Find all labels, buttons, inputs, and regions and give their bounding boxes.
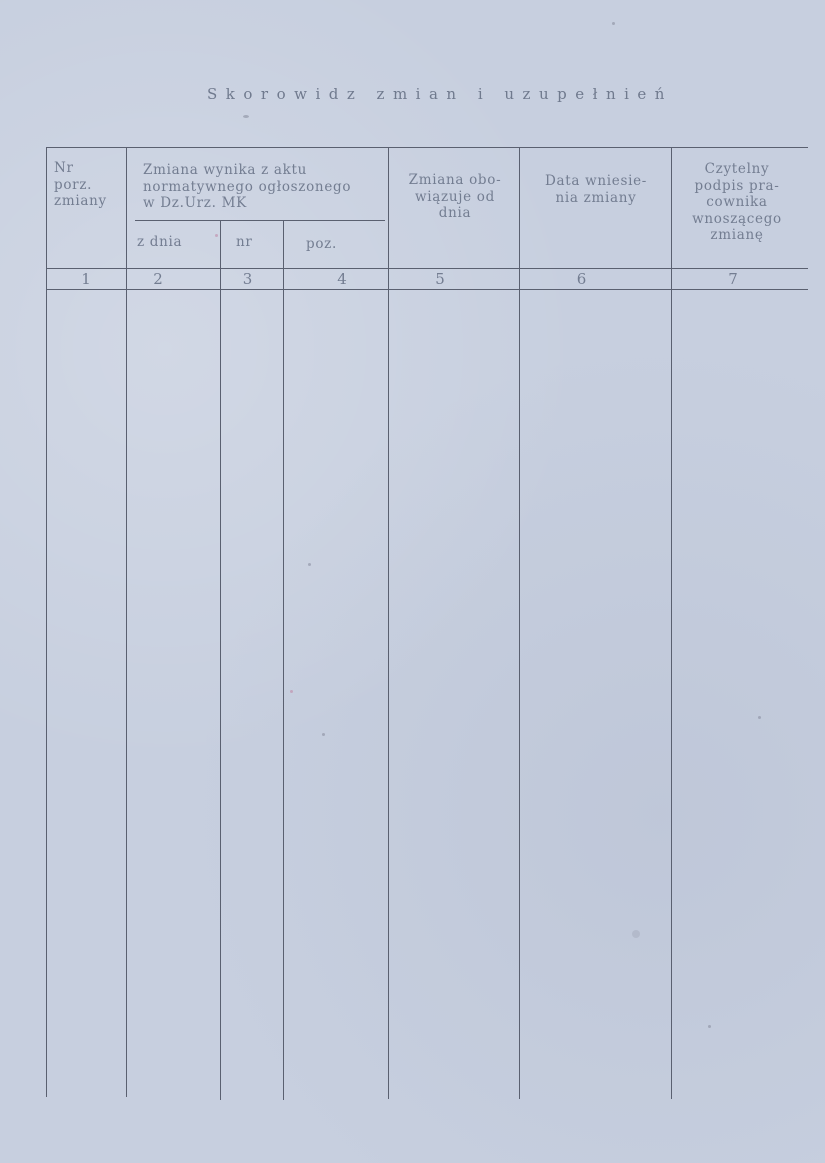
header-col-4: poz. <box>306 236 337 252</box>
column-number-3: 3 <box>242 270 253 288</box>
paper-speck <box>290 690 293 693</box>
header-col-5: Zmiana obo- wiązuje od dnia <box>408 172 502 221</box>
header-col-1: Nr porz. zmiany <box>54 160 107 209</box>
header-col-3: nr <box>236 234 253 250</box>
paper-speck <box>632 930 640 938</box>
number-row-bottom-line <box>46 289 808 290</box>
paper-speck <box>708 1025 711 1028</box>
paper-speck <box>308 563 311 566</box>
column-divider-6 <box>519 147 520 1099</box>
table-top-border <box>46 147 808 148</box>
column-number-4: 4 <box>337 270 347 288</box>
paper-speck <box>758 716 761 719</box>
column-number-6: 6 <box>576 270 587 288</box>
header-col-7: Czytelny podpis pra- cownika wnoszącego zmianę <box>692 161 782 243</box>
column-divider-7 <box>671 147 672 1099</box>
paper-speck <box>215 234 218 237</box>
paper-speck <box>322 733 325 736</box>
header-col-2-group: Zmiana wynika z aktu normatywnego ogłoszonego w Dz.Urz. MK <box>143 162 352 211</box>
paper-speck <box>612 22 615 25</box>
paper-speck <box>243 115 249 118</box>
column-number-5: 5 <box>435 270 445 288</box>
column-divider-2 <box>126 147 127 1097</box>
column-number-7: 7 <box>728 270 738 288</box>
column-divider-4 <box>283 220 284 1100</box>
header-col-6: Data wniesie- nia zmiany <box>544 173 648 206</box>
column-number-1: 1 <box>81 270 91 288</box>
header-col-2: z dnia <box>137 234 183 250</box>
page-title: Skorowidz zmian i uzupełnień <box>207 85 673 103</box>
group-header-underline <box>135 220 385 221</box>
column-divider-1 <box>46 147 47 1097</box>
column-number-2: 2 <box>153 270 163 288</box>
column-divider-5 <box>388 147 389 1099</box>
column-divider-3 <box>220 220 221 1100</box>
